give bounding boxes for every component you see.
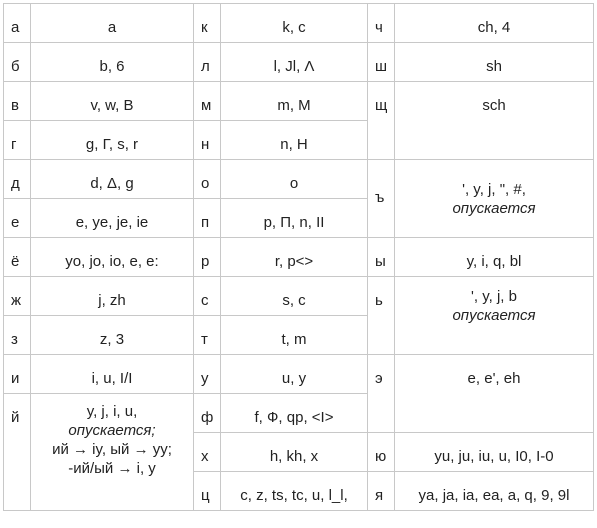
table-row xyxy=(4,238,594,277)
letter-cell: ё xyxy=(4,238,31,277)
value-cell: sch xyxy=(395,82,594,160)
value-line: ий → iy, ый → yy; xyxy=(52,441,172,458)
letter-cell: е xyxy=(4,199,31,238)
letter-cell: г xyxy=(4,121,31,160)
value-cell xyxy=(395,160,594,238)
letter-cell: ц xyxy=(194,472,221,511)
letter-cell: к xyxy=(194,4,221,43)
value-cell: s, c xyxy=(221,277,368,316)
value-cell: g, Г, s, r xyxy=(31,121,194,160)
value-cell: f, Ф, qp, <I> xyxy=(221,394,368,433)
value-cell: ya, ja, ia, ea, a, q, 9, 9l xyxy=(395,472,594,511)
value-cell: o xyxy=(221,160,368,199)
value-cell: h, kh, x xyxy=(221,433,368,472)
letter-cell: ч xyxy=(368,4,395,43)
letter-cell: э xyxy=(368,355,395,433)
letter-cell: ъ xyxy=(368,160,395,238)
letter-cell: л xyxy=(194,43,221,82)
letter-cell: т xyxy=(194,316,221,355)
value-cell: r, p<> xyxy=(221,238,368,277)
letter-cell: а xyxy=(4,4,31,43)
letter-cell: о xyxy=(194,160,221,199)
value-cell: k, c xyxy=(221,4,368,43)
value-cell: b, 6 xyxy=(31,43,194,82)
letter-cell: у xyxy=(194,355,221,394)
value-cell: v, w, B xyxy=(31,82,194,121)
letter-cell: й xyxy=(4,394,31,511)
value-cell: y, i, q, bl xyxy=(395,238,594,277)
value-line: ', y, j, ", #, xyxy=(462,180,526,198)
value-cell: j, zh xyxy=(31,277,194,316)
value-cell xyxy=(31,394,194,511)
value-cell: a xyxy=(31,4,194,43)
table-row xyxy=(4,82,594,121)
value-line-omitted: опускается xyxy=(452,199,536,217)
letter-cell: ф xyxy=(194,394,221,433)
letter-cell: в xyxy=(4,82,31,121)
letter-cell: с xyxy=(194,277,221,316)
value-line-omitted: опускается xyxy=(452,307,536,324)
value-cell: c, z, ts, tc, u, l_l, xyxy=(221,472,368,511)
table-row xyxy=(4,4,594,43)
letter-cell: ь xyxy=(368,277,395,355)
table-row xyxy=(4,277,594,316)
letter-cell: ш xyxy=(368,43,395,82)
value-cell: e, e', eh xyxy=(395,355,594,433)
value-cell: i, u, I/I xyxy=(31,355,194,394)
letter-cell: ю xyxy=(368,433,395,472)
letter-cell: щ xyxy=(368,82,395,160)
letter-cell: р xyxy=(194,238,221,277)
letter-cell: п xyxy=(194,199,221,238)
value-cell: z, 3 xyxy=(31,316,194,355)
letter-cell: б xyxy=(4,43,31,82)
letter-cell: д xyxy=(4,160,31,199)
letter-cell: и xyxy=(4,355,31,394)
value-cell: yo, jo, io, e, e: xyxy=(31,238,194,277)
value-cell: n, H xyxy=(221,121,368,160)
value-line-omitted: опускается; xyxy=(68,422,156,439)
value-cell: yu, ju, iu, u, I0, I-0 xyxy=(395,433,594,472)
letter-cell: з xyxy=(4,316,31,355)
value-cell: e, ye, je, ie xyxy=(31,199,194,238)
value-cell xyxy=(395,277,594,355)
table-row xyxy=(4,160,594,199)
letter-cell: ы xyxy=(368,238,395,277)
value-line: ', y, j, b xyxy=(471,288,517,305)
transliteration-table xyxy=(3,3,594,511)
value-cell: sh xyxy=(395,43,594,82)
value-cell: ch, 4 xyxy=(395,4,594,43)
value-cell: d, Δ, g xyxy=(31,160,194,199)
value-cell: t, m xyxy=(221,316,368,355)
letter-cell: я xyxy=(368,472,395,511)
value-cell: p, П, n, II xyxy=(221,199,368,238)
table-row xyxy=(4,43,594,82)
letter-cell: н xyxy=(194,121,221,160)
letter-cell: х xyxy=(194,433,221,472)
value-cell: u, y xyxy=(221,355,368,394)
value-line: -ий/ый → i, y xyxy=(68,460,156,477)
letter-cell: ж xyxy=(4,277,31,316)
value-cell: m, M xyxy=(221,82,368,121)
letter-cell: м xyxy=(194,82,221,121)
table-row xyxy=(4,355,594,394)
value-cell: l, Jl, Λ xyxy=(221,43,368,82)
value-line: y, j, i, u, xyxy=(86,403,138,420)
